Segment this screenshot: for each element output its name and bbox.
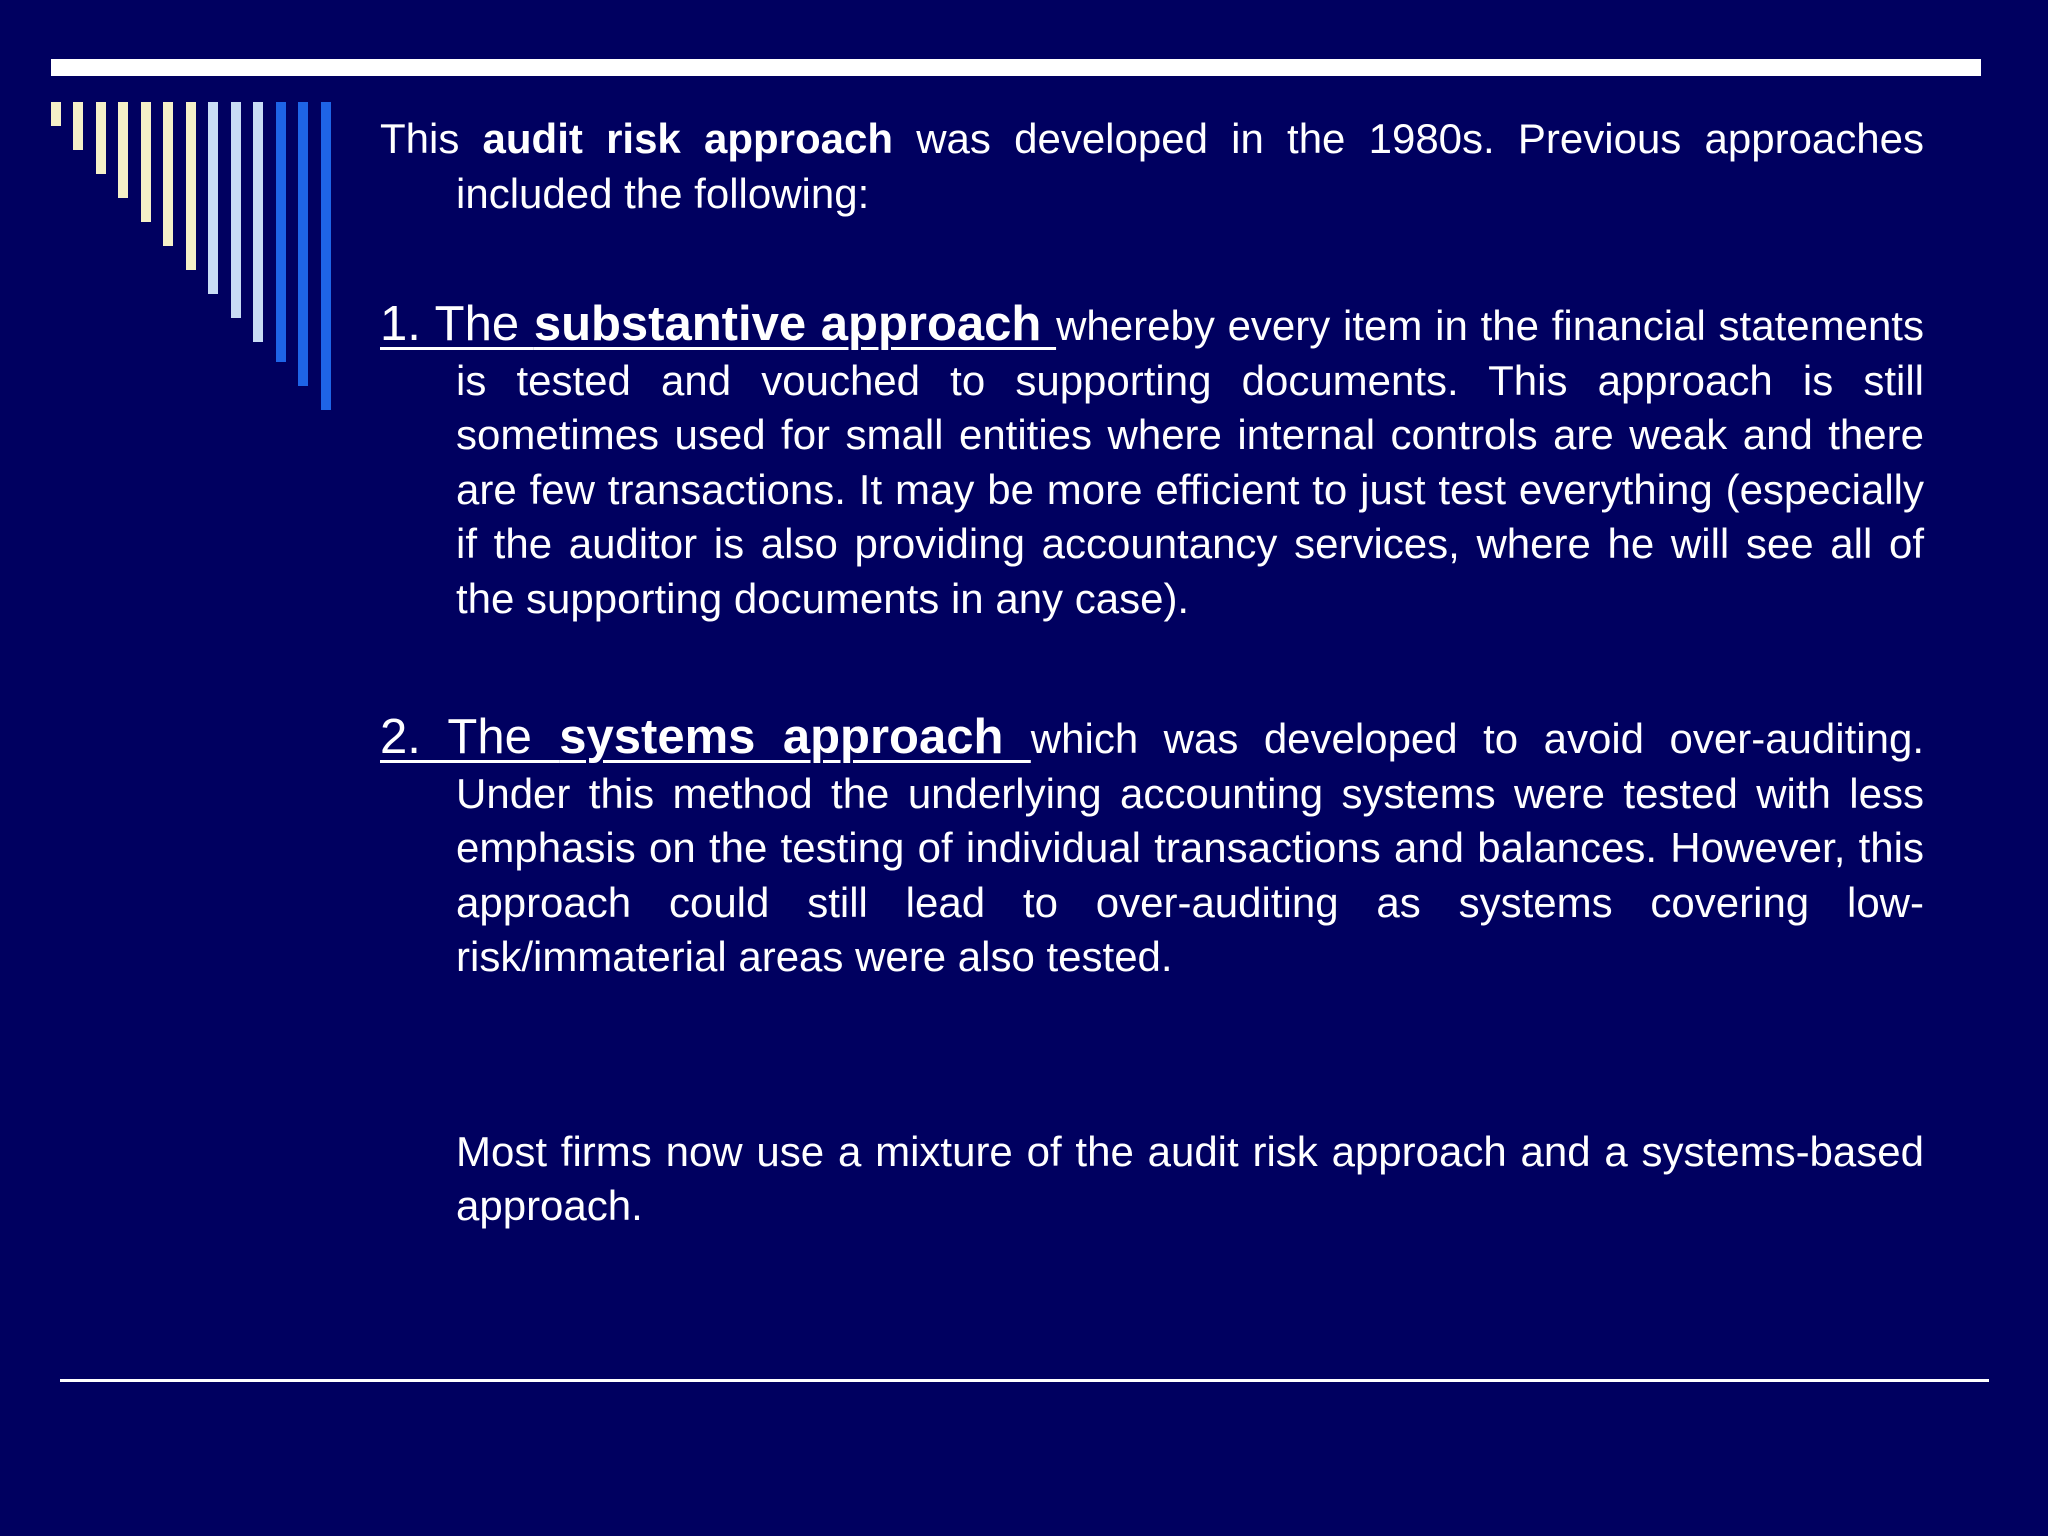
decor-bar bbox=[186, 102, 196, 270]
decor-bar bbox=[73, 102, 83, 150]
item-body: which was developed to avoid over-auditing. Under this method the underlying accounting systems were tested with less emphasis on the testing of individual transactions and balances. However, this approach could still lead to over-auditing as systems covering low- risk/immaterial areas were also tested. bbox=[456, 715, 1924, 980]
item-substantive bbox=[380, 297, 1924, 626]
decor-bar bbox=[298, 102, 308, 386]
intro-term: audit risk approach bbox=[482, 115, 894, 162]
item-term: substantive approach bbox=[533, 297, 1057, 351]
item-heading bbox=[380, 297, 1057, 351]
decor-bar bbox=[253, 102, 263, 342]
decor-bar bbox=[231, 102, 241, 318]
decor-bar bbox=[96, 102, 106, 174]
decor-bar bbox=[51, 102, 61, 126]
decor-bar bbox=[141, 102, 151, 222]
slide-content bbox=[380, 112, 1924, 1234]
item-term: systems approach bbox=[559, 710, 1031, 764]
item-body: whereby every item in the financial statements is tested and vouched to supporting documents. This approach is still sometimes used for small entities where internal controls are weak and there are few transactions. It may be more efficient to just test everything (especially if the auditor is also providing accountancy services, where he will see all of the supporting documents in any case). bbox=[456, 302, 1924, 622]
decor-bar bbox=[118, 102, 128, 198]
decor-bar bbox=[163, 102, 173, 246]
top-rule bbox=[51, 59, 1981, 76]
item-number: 2. The bbox=[380, 710, 560, 764]
intro-paragraph bbox=[380, 112, 1924, 221]
item-number: 1. The bbox=[380, 297, 534, 351]
decor-bar bbox=[276, 102, 286, 362]
bottom-rule bbox=[60, 1379, 1989, 1382]
intro-rest: was developed in the 1980s. Previous approaches included the following: bbox=[456, 115, 1924, 217]
decor-bar bbox=[208, 102, 218, 294]
decor-bar bbox=[321, 102, 331, 410]
item-systems bbox=[380, 710, 1924, 985]
item-heading bbox=[380, 710, 1031, 764]
closing-paragraph: Most firms now use a mixture of the audit risk approach and a systems-based approach. bbox=[456, 1127, 1924, 1229]
intro-lead: This bbox=[380, 115, 483, 162]
